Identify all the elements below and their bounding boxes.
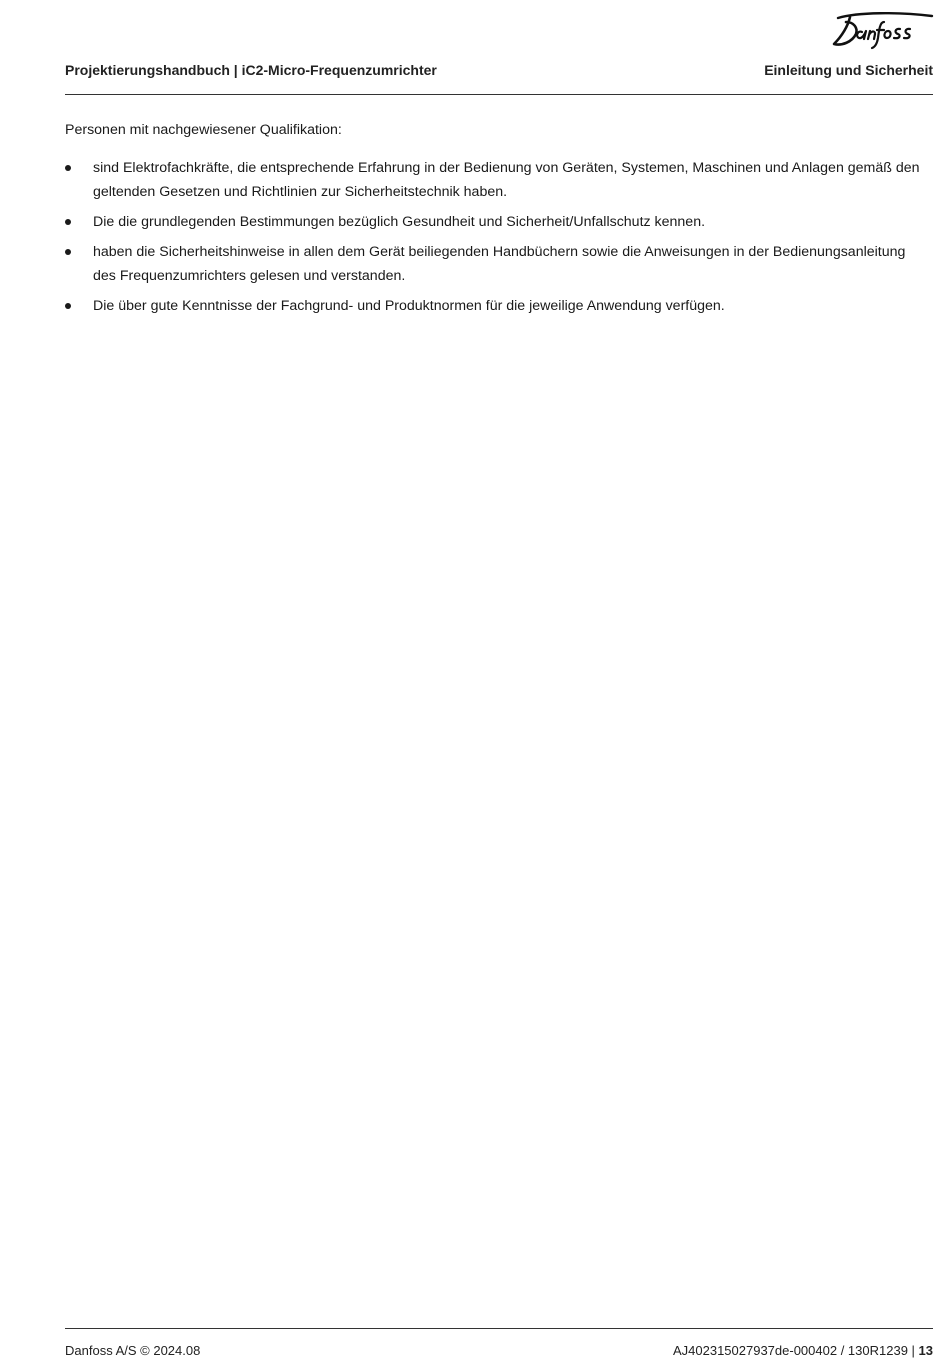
bullet-icon — [65, 249, 71, 255]
footer-divider — [65, 1328, 933, 1329]
list-item — [65, 156, 931, 204]
danfoss-logo — [828, 8, 936, 50]
page-header — [65, 62, 933, 82]
main-content — [65, 118, 931, 324]
copyright-text: Danfoss A/S © 2024.08 — [65, 1343, 201, 1358]
list-item — [65, 210, 931, 234]
page-number: 13 — [918, 1343, 933, 1358]
list-item-text: Die die grundlegenden Bestimmungen bezüglich Gesundheit und Sicherheit/Unfallschutz kennen. — [93, 214, 706, 230]
document-title: Projektierungshandbuch | iC2-Micro-Frequenzumrichter — [65, 62, 437, 78]
page-footer — [65, 1343, 933, 1363]
bullet-icon — [65, 303, 71, 309]
header-divider — [65, 94, 933, 95]
document-code: AJ402315027937de-000402 / 130R1239 | — [672, 1343, 919, 1358]
list-item-text: Die über gute Kenntnisse der Fachgrund- und Produktnormen für die jeweilige Anwendung verfügen. — [93, 298, 725, 314]
bullet-icon — [65, 165, 71, 171]
qualification-list — [65, 156, 931, 318]
bullet-icon — [65, 219, 71, 225]
list-item-text: haben die Sicherheitshinweise in allen dem Gerät beiliegenden Handbüchern sowie die Anweisungen in der Bedienungsanleitung des Frequenzumrichters gelesen und verstanden. — [93, 244, 906, 284]
section-title: Einleitung und Sicherheit — [764, 62, 933, 78]
list-item — [65, 240, 931, 288]
document-reference — [673, 1343, 933, 1358]
danfoss-logo-graphic — [828, 8, 936, 50]
list-item-text: sind Elektrofachkräfte, die entsprechende Erfahrung in der Bedienung von Geräten, Systemen, Maschinen und Anlagen gemäß den geltenden Gesetzen und Richtlinien zur Sicherheitstechnik haben. — [93, 160, 920, 200]
list-item — [65, 294, 931, 318]
intro-text: Personen mit nachgewiesener Qualifikation: — [65, 122, 342, 138]
